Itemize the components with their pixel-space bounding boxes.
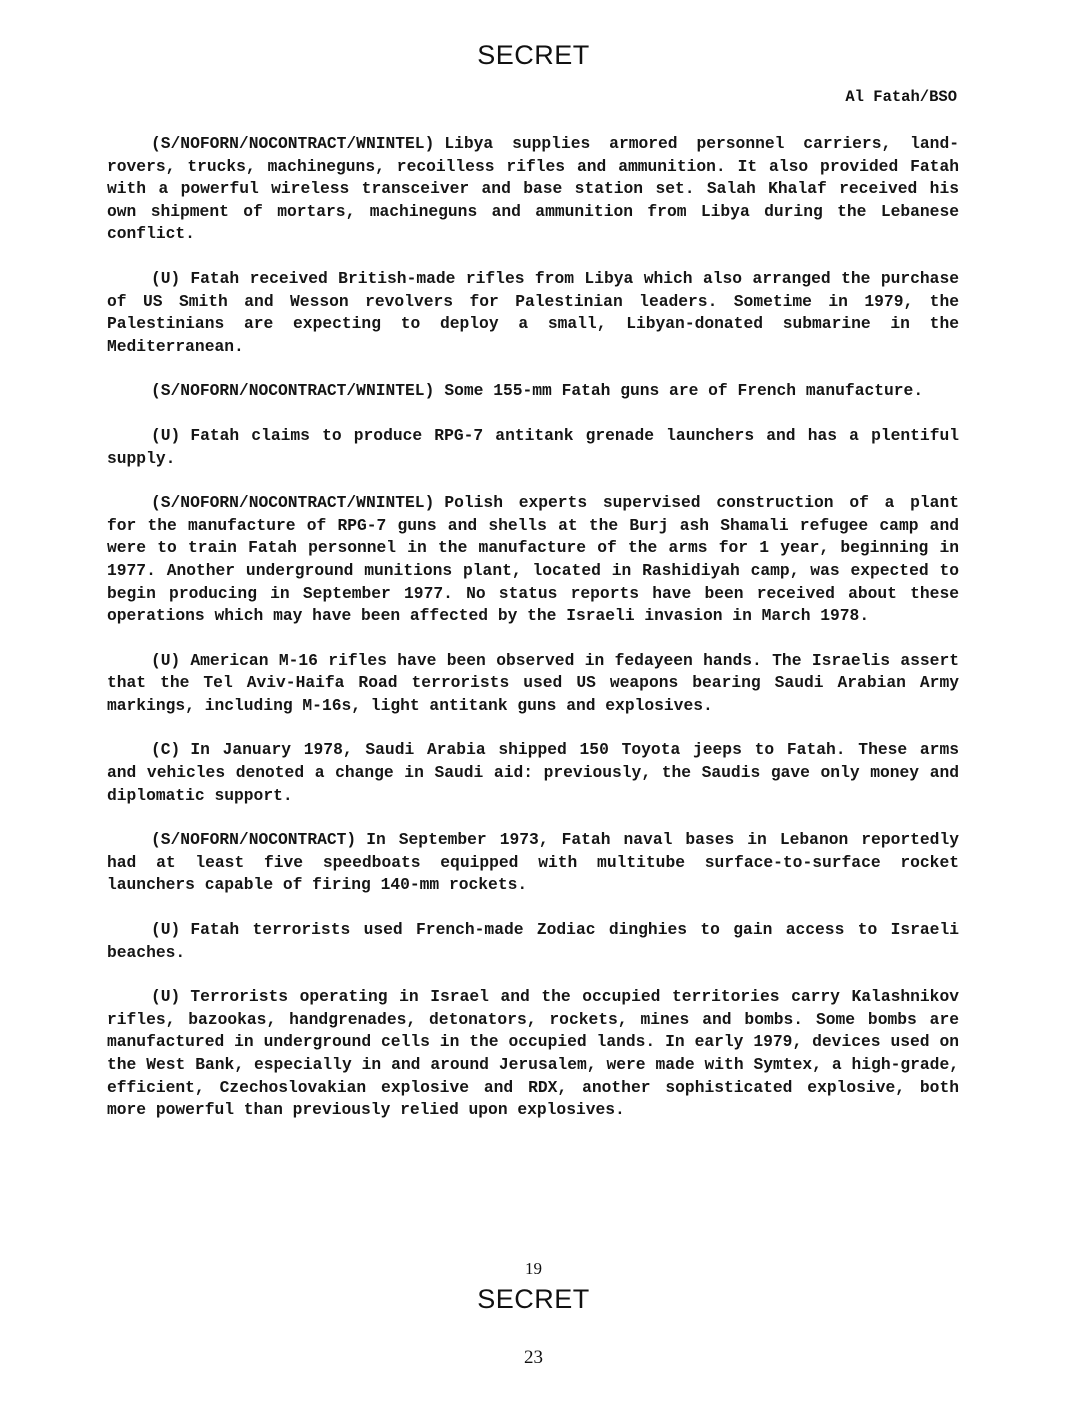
paragraph: [107, 986, 959, 1122]
paragraph-classification: (S/NOFORN/NOCONTRACT/WNINTEL): [151, 134, 435, 153]
paragraph-text: In September 1973, Fatah naval bases in Lebanon reportedly had at least five speedboats equipped with multitube surface-to-surface rocket launchers capable of firing 140-mm rockets.: [107, 830, 959, 895]
paragraph: [107, 380, 959, 403]
sheet-number: 23: [524, 1347, 543, 1368]
paragraph-text: Libya supplies armored personnel carriers, land-rovers, trucks, machineguns, recoilless rifles and ammunition. It also provided Fatah with a powerful wireless transceiver and base station set. Salah Khalaf received his own shipment of mortars, machineguns and ammunition from Libya during the Lebanese conflict.: [107, 134, 959, 244]
paragraph-classification: (U): [151, 920, 181, 940]
paragraph-classification: (S/NOFORN/NOCONTRACT): [151, 830, 357, 850]
paragraph: [107, 425, 959, 470]
paragraph: [107, 650, 959, 718]
top-classification-marking: SECRET: [477, 40, 590, 70]
paragraph-classification: (U): [151, 650, 181, 670]
paragraph: [107, 739, 959, 807]
paragraph-text: Terrorists operating in Israel and the occupied territories carry Kalashnikov rifles, bazookas, handgrenades, detonators, rockets, mines and bombs. Some bombs are manufactured in underground cells in the occupied lands. In early 1979, devices used on the West Bank, especially in and around Jerusalem, were made with Symtex, a high-grade, efficient, Czechoslovakian explosive and RDX, another sophisticated explosive, both more powerful than previously relied upon explosives.: [107, 987, 959, 1120]
bottom-classification-marking: SECRET: [477, 1284, 590, 1314]
paragraph: [107, 492, 959, 628]
paragraph: [107, 919, 959, 964]
paragraph-text: American M-16 rifles have been observed in fedayeen hands. The Israelis assert that the Tel Aviv-Haifa Road terrorists used US weapons bearing Saudi Arabian Army markings, including M-16s, light antitank guns and explosives.: [107, 650, 959, 715]
document-body: [107, 133, 959, 1144]
paragraph-text: In January 1978, Saudi Arabia shipped 150 Toyota jeeps to Fatah. These arms and vehicles denoted a change in Saudi aid: previously, the Saudis gave only money and diplomatic support.: [107, 740, 959, 805]
paragraph-classification: (S/NOFORN/NOCONTRACT/WNINTEL): [151, 381, 435, 401]
paragraph-classification: (C): [151, 740, 181, 760]
paragraph-text: Fatah received British-made rifles from Libya which also arranged the purchase of US Smith and Wesson revolvers for Palestinian leaders. Sometime in 1979, the Palestinians are expecting to deploy a small, Libyan-donated submarine in the Mediterranean.: [107, 268, 959, 356]
paragraph-text: Polish experts supervised construction of a plant for the manufacture of RPG-7 guns and shells at the Burj ash Shamali refugee camp and were to train Fatah personnel in the manufacture of the arms for 1 year, beginning in 1977. Another underground munitions plant, located in Rashidiyah camp, was expected to begin producing in September 1977. No status reports have been received about these operations which may have been affected by the Israeli invasion in March 1978.: [107, 493, 959, 626]
paragraph: [107, 268, 959, 358]
page-number: 19: [525, 1259, 542, 1278]
paragraph-classification: (U): [151, 987, 181, 1007]
paragraph: [107, 133, 959, 246]
paragraph-text: Fatah claims to produce RPG-7 antitank grenade launchers and has a plentiful supply.: [107, 425, 959, 468]
paragraph-classification: (U): [151, 268, 181, 288]
paragraph: [107, 829, 959, 897]
paragraph-classification: (S/NOFORN/NOCONTRACT/WNINTEL): [151, 493, 435, 513]
document-reference: Al Fatah/BSO: [845, 88, 957, 106]
paragraph-text: Some 155-mm Fatah guns are of French manufacture.: [444, 381, 924, 401]
paragraph-text: Fatah terrorists used French-made Zodiac dinghies to gain access to Israeli beaches.: [107, 920, 959, 962]
paragraph-classification: (U): [151, 425, 181, 445]
